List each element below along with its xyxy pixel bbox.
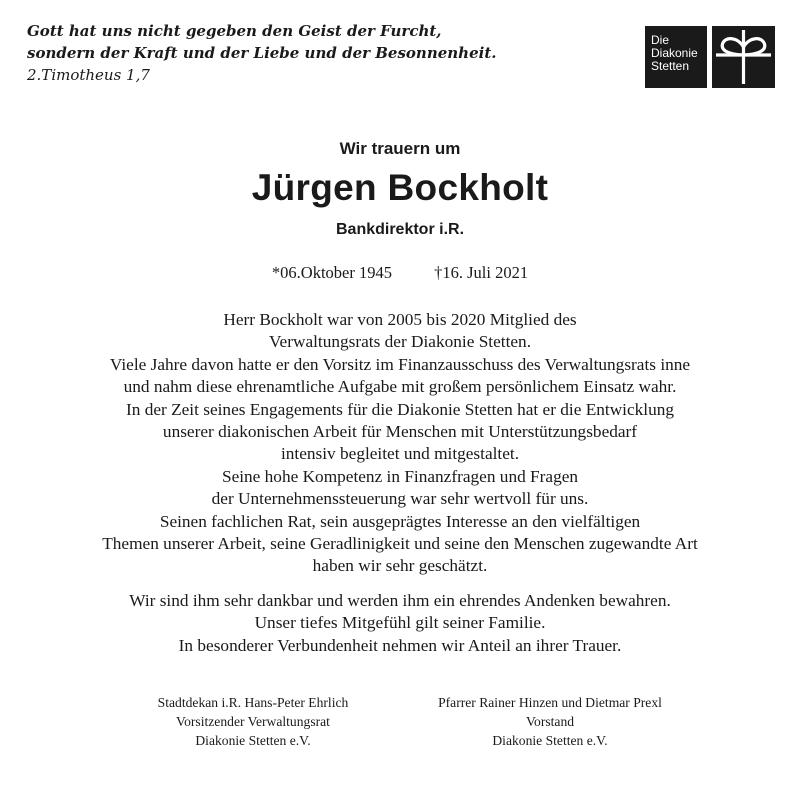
signatory-org: Diakonie Stetten e.V. [195, 733, 311, 748]
verse-line-2: sondern der Kraft und der Liebe und der Besonnenheit. [27, 44, 497, 62]
death-date: †16. Juli 2021 [434, 263, 529, 282]
logo-line-3: Stetten [651, 59, 690, 73]
body-line: In der Zeit seines Engagements für die Diakonie Stetten hat er die Entwicklung [125, 399, 675, 419]
logo-line-2: Diakonie [651, 46, 698, 60]
body-line: Herr Bockholt war von 2005 bis 2020 Mitglied des [223, 310, 577, 329]
body-line: unserer diakonischen Arbeit für Menschen mit Unterstützungsbedarf [162, 422, 638, 442]
diakonie-cross-icon [712, 26, 775, 88]
body-line: Seine hohe Kompetenz in Finanzfragen und Fragen [221, 466, 579, 486]
bible-verse [27, 20, 587, 86]
closing-paragraph [0, 590, 800, 657]
body-line: haben wir sehr geschätzt. [312, 556, 488, 576]
verse-line-1: Gott hat uns nicht gegeben den Geist der Furcht, [27, 22, 442, 40]
life-dates [0, 263, 800, 283]
signatory-name: Stadtdekan i.R. Hans-Peter Ehrlich [157, 695, 349, 710]
diakonie-logo-text [645, 26, 707, 88]
body-line: Viele Jahre davon hatte er den Vorsitz im Finanzausschuss des Verwaltungsrats inne [109, 354, 691, 374]
closing-line: In besonderer Verbundenheit nehmen wir Anteil an ihrer Trauer. [178, 635, 622, 655]
deceased-name: Jürgen Bockholt [251, 167, 549, 208]
mourning-intro: Wir trauern um [339, 139, 461, 158]
body-line: der Unternehmenssteuerung war sehr wertvoll für uns. [211, 489, 589, 509]
deceased-title: Bankdirektor i.R. [335, 221, 465, 238]
signatory-name: Pfarrer Rainer Hinzen und Dietmar Prexl [438, 695, 662, 710]
birth-date: *06.Oktober 1945 [271, 263, 392, 282]
verse-reference: 2.Timotheus 1,7 [27, 66, 150, 84]
signatory-org: Diakonie Stetten e.V. [492, 733, 608, 748]
signature-left [103, 693, 403, 750]
signatory-role: Vorstand [525, 714, 575, 729]
body-line: intensiv begleitet und mitgestaltet. [280, 444, 520, 464]
obituary-body [0, 309, 800, 578]
body-line: Themen unserer Arbeit, seine Geradlinigkeit und seine den Menschen zugewandte Art [102, 534, 698, 554]
body-line: und nahm diese ehrenamtliche Aufgabe mit großem persönlichem Einsatz wahr. [123, 377, 677, 397]
signatory-role: Vorsitzender Verwaltungsrat [176, 714, 330, 729]
closing-line: Unser tiefes Mitgefühl gilt seiner Familie. [254, 613, 546, 633]
body-line: Verwaltungsrats der Diakonie Stetten. [268, 332, 532, 352]
signature-right [400, 693, 700, 750]
closing-line: Wir sind ihm sehr dankbar und werden ihm ein ehrendes Andenken bewahren. [129, 591, 671, 610]
body-line: Seinen fachlichen Rat, sein ausgeprägtes Interesse an den vielfältigen [159, 511, 641, 531]
logo-line-1: Die [651, 33, 670, 47]
